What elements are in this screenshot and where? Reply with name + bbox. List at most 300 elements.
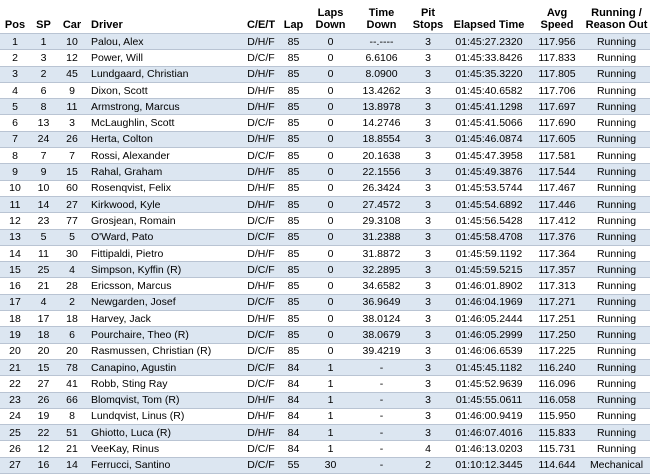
- cell-lap: 55: [280, 457, 307, 473]
- cell-status: Running: [583, 408, 650, 424]
- cell-avg-speed: 117.706: [531, 82, 583, 98]
- cell-avg-speed: 117.376: [531, 229, 583, 245]
- cell-pit-stops: 3: [409, 66, 447, 82]
- cell-sp: 23: [30, 213, 57, 229]
- cell-car: 15: [57, 164, 87, 180]
- cell-time-down: 31.8872: [354, 245, 409, 261]
- cell-status: Running: [583, 229, 650, 245]
- cell-driver: McLaughlin, Scott: [87, 115, 242, 131]
- cell-sp: 12: [30, 441, 57, 457]
- cell-time-down: 20.1638: [354, 148, 409, 164]
- cell-avg-speed: 117.412: [531, 213, 583, 229]
- cell-laps-down: 1: [307, 376, 354, 392]
- cell-elapsed-time: 01:46:00.9419: [447, 408, 531, 424]
- cell-sp: 1: [30, 34, 57, 50]
- cell-sp: 10: [30, 180, 57, 196]
- cell-elapsed-time: 01:45:52.9639: [447, 376, 531, 392]
- header-laps-down: [307, 0, 354, 34]
- cell-laps-down: 1: [307, 425, 354, 441]
- cell-cet: D/H/F: [242, 311, 280, 327]
- cell-lap: 85: [280, 34, 307, 50]
- cell-status: Running: [583, 115, 650, 131]
- cell-time-down: 8.0900: [354, 66, 409, 82]
- cell-lap: 85: [280, 343, 307, 359]
- cell-cet: D/H/F: [242, 66, 280, 82]
- cell-cet: D/C/F: [242, 50, 280, 66]
- table-row: [0, 408, 650, 424]
- cell-time-down: 31.2388: [354, 229, 409, 245]
- cell-laps-down: 1: [307, 408, 354, 424]
- cell-driver: Lundqvist, Linus (R): [87, 408, 242, 424]
- cell-elapsed-time: 01:46:06.6539: [447, 343, 531, 359]
- cell-car: 6: [57, 327, 87, 343]
- cell-time-down: 39.4219: [354, 343, 409, 359]
- cell-avg-speed: 117.690: [531, 115, 583, 131]
- cell-avg-speed: 117.833: [531, 50, 583, 66]
- cell-avg-speed: 117.313: [531, 278, 583, 294]
- cell-avg-speed: 116.240: [531, 359, 583, 375]
- cell-lap: 85: [280, 311, 307, 327]
- cell-pit-stops: 3: [409, 34, 447, 50]
- cell-avg-speed: 117.271: [531, 294, 583, 310]
- cell-driver: Lundgaard, Christian: [87, 66, 242, 82]
- cell-lap: 85: [280, 131, 307, 147]
- cell-status: Running: [583, 148, 650, 164]
- header-cet: C/E/T: [242, 0, 280, 34]
- cell-avg-speed: 117.581: [531, 148, 583, 164]
- cell-time-down: 36.9649: [354, 294, 409, 310]
- cell-car: 77: [57, 213, 87, 229]
- cell-pit-stops: 3: [409, 294, 447, 310]
- cell-elapsed-time: 01:45:41.5066: [447, 115, 531, 131]
- cell-elapsed-time: 01:46:01.8902: [447, 278, 531, 294]
- header-time-down-line1: Time: [368, 7, 395, 19]
- cell-laps-down: 0: [307, 164, 354, 180]
- cell-elapsed-time: 01:45:35.3220: [447, 66, 531, 82]
- cell-elapsed-time: 01:46:13.0203: [447, 441, 531, 457]
- cell-time-down: -: [354, 441, 409, 457]
- cell-cet: D/H/F: [242, 34, 280, 50]
- cell-lap: 85: [280, 180, 307, 196]
- cell-pos: 15: [0, 262, 30, 278]
- header-avg-speed-line2: Speed: [540, 19, 574, 31]
- cell-pit-stops: 3: [409, 359, 447, 375]
- table-row: [0, 229, 650, 245]
- cell-lap: 85: [280, 82, 307, 98]
- cell-pos: 19: [0, 327, 30, 343]
- cell-avg-speed: 115.731: [531, 441, 583, 457]
- table-row: [0, 245, 650, 261]
- cell-driver: Power, Will: [87, 50, 242, 66]
- cell-time-down: 13.4262: [354, 82, 409, 98]
- cell-car: 20: [57, 343, 87, 359]
- header-pit-stops-line1: Pit: [420, 7, 436, 19]
- cell-avg-speed: 117.544: [531, 164, 583, 180]
- header-laps-down-line2: Down: [315, 19, 346, 31]
- cell-cet: D/H/F: [242, 278, 280, 294]
- cell-lap: 84: [280, 425, 307, 441]
- cell-car: 18: [57, 311, 87, 327]
- cell-elapsed-time: 01:10:12.3445: [447, 457, 531, 473]
- table-row: [0, 262, 650, 278]
- cell-pit-stops: 3: [409, 392, 447, 408]
- cell-car: 3: [57, 115, 87, 131]
- header-avg-speed-line1: Avg: [546, 7, 568, 19]
- cell-pos: 6: [0, 115, 30, 131]
- cell-cet: D/H/F: [242, 196, 280, 212]
- cell-car: 4: [57, 262, 87, 278]
- cell-elapsed-time: 01:45:58.4708: [447, 229, 531, 245]
- header-car: Car: [57, 0, 87, 34]
- cell-sp: 11: [30, 245, 57, 261]
- cell-car: 66: [57, 392, 87, 408]
- table-row: [0, 50, 650, 66]
- cell-sp: 18: [30, 327, 57, 343]
- cell-sp: 16: [30, 457, 57, 473]
- header-running-line1: Running /: [591, 7, 642, 19]
- cell-avg-speed: 117.805: [531, 66, 583, 82]
- cell-laps-down: 0: [307, 262, 354, 278]
- cell-lap: 84: [280, 392, 307, 408]
- cell-pit-stops: 4: [409, 441, 447, 457]
- cell-lap: 85: [280, 50, 307, 66]
- cell-driver: Ghiotto, Luca (R): [87, 425, 242, 441]
- cell-pos: 13: [0, 229, 30, 245]
- cell-time-down: 29.3108: [354, 213, 409, 229]
- cell-elapsed-time: 01:46:05.2999: [447, 327, 531, 343]
- cell-pit-stops: 3: [409, 327, 447, 343]
- cell-elapsed-time: 01:45:40.6582: [447, 82, 531, 98]
- cell-cet: D/C/F: [242, 262, 280, 278]
- cell-status: Running: [583, 50, 650, 66]
- cell-pos: 27: [0, 457, 30, 473]
- cell-status: Running: [583, 196, 650, 212]
- cell-lap: 85: [280, 327, 307, 343]
- cell-avg-speed: 117.467: [531, 180, 583, 196]
- cell-laps-down: 0: [307, 115, 354, 131]
- cell-laps-down: 0: [307, 66, 354, 82]
- cell-sp: 8: [30, 99, 57, 115]
- cell-car: 10: [57, 34, 87, 50]
- cell-cet: D/C/F: [242, 213, 280, 229]
- cell-pos: 17: [0, 294, 30, 310]
- cell-status: Running: [583, 376, 650, 392]
- cell-status: Running: [583, 294, 650, 310]
- cell-pos: 8: [0, 148, 30, 164]
- cell-sp: 7: [30, 148, 57, 164]
- cell-status: Running: [583, 425, 650, 441]
- cell-pit-stops: 3: [409, 343, 447, 359]
- header-row: [0, 0, 650, 34]
- cell-pit-stops: 3: [409, 115, 447, 131]
- cell-cet: D/H/F: [242, 99, 280, 115]
- cell-elapsed-time: 01:46:05.2444: [447, 311, 531, 327]
- table-row: [0, 327, 650, 343]
- header-pos: Pos: [0, 0, 30, 34]
- cell-elapsed-time: 01:45:55.0611: [447, 392, 531, 408]
- cell-sp: 2: [30, 66, 57, 82]
- cell-laps-down: 0: [307, 131, 354, 147]
- cell-time-down: 13.8978: [354, 99, 409, 115]
- cell-sp: 21: [30, 278, 57, 294]
- header-laps-down-line1: Laps: [317, 7, 344, 19]
- cell-status: Running: [583, 343, 650, 359]
- cell-driver: Ferrucci, Santino: [87, 457, 242, 473]
- cell-driver: Rossi, Alexander: [87, 148, 242, 164]
- cell-time-down: -: [354, 392, 409, 408]
- cell-cet: D/H/F: [242, 425, 280, 441]
- cell-avg-speed: 117.446: [531, 196, 583, 212]
- table-row: [0, 131, 650, 147]
- cell-sp: 15: [30, 359, 57, 375]
- cell-sp: 17: [30, 311, 57, 327]
- cell-avg-speed: 117.357: [531, 262, 583, 278]
- header-pit-stops-line2: Stops: [412, 19, 444, 31]
- cell-cet: D/C/F: [242, 376, 280, 392]
- cell-status: Running: [583, 311, 650, 327]
- cell-cet: D/C/F: [242, 327, 280, 343]
- cell-sp: 14: [30, 196, 57, 212]
- cell-lap: 85: [280, 262, 307, 278]
- cell-pit-stops: 3: [409, 196, 447, 212]
- cell-pit-stops: 3: [409, 50, 447, 66]
- cell-sp: 3: [30, 50, 57, 66]
- cell-status: Running: [583, 131, 650, 147]
- cell-cet: D/C/F: [242, 343, 280, 359]
- cell-cet: D/H/F: [242, 180, 280, 196]
- cell-pos: 21: [0, 359, 30, 375]
- cell-elapsed-time: 01:45:45.1182: [447, 359, 531, 375]
- cell-time-down: 38.0124: [354, 311, 409, 327]
- cell-pit-stops: 3: [409, 425, 447, 441]
- cell-laps-down: 1: [307, 359, 354, 375]
- cell-cet: D/C/F: [242, 359, 280, 375]
- cell-car: 9: [57, 82, 87, 98]
- cell-elapsed-time: 01:45:27.2320: [447, 34, 531, 50]
- cell-avg-speed: 117.697: [531, 99, 583, 115]
- cell-laps-down: 0: [307, 327, 354, 343]
- cell-pit-stops: 3: [409, 164, 447, 180]
- cell-time-down: -: [354, 408, 409, 424]
- cell-pos: 25: [0, 425, 30, 441]
- cell-driver: Rasmussen, Christian (R): [87, 343, 242, 359]
- cell-status: Running: [583, 66, 650, 82]
- cell-avg-speed: 117.605: [531, 131, 583, 147]
- cell-status: Running: [583, 392, 650, 408]
- cell-pit-stops: 3: [409, 148, 447, 164]
- cell-pos: 20: [0, 343, 30, 359]
- cell-sp: 6: [30, 82, 57, 98]
- cell-sp: 25: [30, 262, 57, 278]
- table-row: [0, 66, 650, 82]
- cell-driver: Simpson, Kyffin (R): [87, 262, 242, 278]
- cell-car: 8: [57, 408, 87, 424]
- header-avg-speed: [531, 0, 583, 34]
- cell-pit-stops: 2: [409, 457, 447, 473]
- cell-avg-speed: 117.225: [531, 343, 583, 359]
- cell-driver: Canapino, Agustin: [87, 359, 242, 375]
- cell-time-down: 18.8554: [354, 131, 409, 147]
- cell-pit-stops: 3: [409, 229, 447, 245]
- cell-pos: 14: [0, 245, 30, 261]
- cell-driver: Grosjean, Romain: [87, 213, 242, 229]
- cell-laps-down: 1: [307, 392, 354, 408]
- cell-cet: D/H/F: [242, 245, 280, 261]
- cell-status: Running: [583, 82, 650, 98]
- cell-cet: D/H/F: [242, 164, 280, 180]
- cell-time-down: -: [354, 425, 409, 441]
- cell-sp: 20: [30, 343, 57, 359]
- cell-cet: D/H/F: [242, 392, 280, 408]
- cell-pit-stops: 3: [409, 408, 447, 424]
- cell-car: 30: [57, 245, 87, 261]
- cell-lap: 84: [280, 376, 307, 392]
- cell-car: 51: [57, 425, 87, 441]
- cell-car: 60: [57, 180, 87, 196]
- table-row: [0, 34, 650, 50]
- cell-driver: Herta, Colton: [87, 131, 242, 147]
- cell-laps-down: 0: [307, 213, 354, 229]
- cell-pit-stops: 3: [409, 213, 447, 229]
- cell-sp: 26: [30, 392, 57, 408]
- cell-status: Running: [583, 180, 650, 196]
- table-row: [0, 115, 650, 131]
- cell-cet: D/C/F: [242, 294, 280, 310]
- cell-driver: Palou, Alex: [87, 34, 242, 50]
- cell-time-down: -: [354, 457, 409, 473]
- results-body: [0, 34, 650, 474]
- cell-cet: D/C/F: [242, 457, 280, 473]
- cell-driver: Dixon, Scott: [87, 82, 242, 98]
- cell-driver: Rahal, Graham: [87, 164, 242, 180]
- header-running-line2: Reason Out: [585, 19, 648, 31]
- cell-pos: 26: [0, 441, 30, 457]
- cell-driver: Armstrong, Marcus: [87, 99, 242, 115]
- cell-elapsed-time: 01:46:04.1969: [447, 294, 531, 310]
- cell-driver: Harvey, Jack: [87, 311, 242, 327]
- cell-lap: 85: [280, 164, 307, 180]
- cell-driver: Rosenqvist, Felix: [87, 180, 242, 196]
- cell-laps-down: 0: [307, 343, 354, 359]
- cell-avg-speed: 116.058: [531, 392, 583, 408]
- cell-laps-down: 0: [307, 82, 354, 98]
- cell-laps-down: 0: [307, 294, 354, 310]
- cell-laps-down: 0: [307, 278, 354, 294]
- cell-elapsed-time: 01:45:49.3876: [447, 164, 531, 180]
- cell-time-down: 6.6106: [354, 50, 409, 66]
- cell-lap: 85: [280, 245, 307, 261]
- cell-lap: 85: [280, 213, 307, 229]
- cell-car: 7: [57, 148, 87, 164]
- cell-pit-stops: 3: [409, 278, 447, 294]
- cell-elapsed-time: 01:45:54.6892: [447, 196, 531, 212]
- cell-time-down: 14.2746: [354, 115, 409, 131]
- cell-car: 27: [57, 196, 87, 212]
- cell-lap: 85: [280, 229, 307, 245]
- table-row: [0, 343, 650, 359]
- cell-status: Running: [583, 262, 650, 278]
- cell-elapsed-time: 01:45:53.5744: [447, 180, 531, 196]
- cell-laps-down: 0: [307, 311, 354, 327]
- cell-elapsed-time: 01:45:33.8426: [447, 50, 531, 66]
- header-lap: Lap: [280, 0, 307, 34]
- cell-driver: Kirkwood, Kyle: [87, 196, 242, 212]
- cell-elapsed-time: 01:45:59.1192: [447, 245, 531, 261]
- cell-pos: 2: [0, 50, 30, 66]
- table-row: [0, 457, 650, 473]
- cell-driver: VeeKay, Rinus: [87, 441, 242, 457]
- cell-driver: O'Ward, Pato: [87, 229, 242, 245]
- cell-sp: 19: [30, 408, 57, 424]
- cell-sp: 9: [30, 164, 57, 180]
- table-row: [0, 392, 650, 408]
- cell-laps-down: 0: [307, 196, 354, 212]
- cell-avg-speed: 114.644: [531, 457, 583, 473]
- table-row: [0, 376, 650, 392]
- cell-car: 2: [57, 294, 87, 310]
- cell-avg-speed: 117.251: [531, 311, 583, 327]
- cell-cet: D/H/F: [242, 82, 280, 98]
- cell-elapsed-time: 01:45:47.3958: [447, 148, 531, 164]
- cell-pit-stops: 3: [409, 245, 447, 261]
- cell-pos: 16: [0, 278, 30, 294]
- cell-avg-speed: 115.950: [531, 408, 583, 424]
- cell-time-down: 38.0679: [354, 327, 409, 343]
- cell-lap: 85: [280, 148, 307, 164]
- cell-lap: 84: [280, 359, 307, 375]
- cell-pit-stops: 3: [409, 131, 447, 147]
- cell-pos: 23: [0, 392, 30, 408]
- cell-cet: D/C/F: [242, 229, 280, 245]
- cell-car: 45: [57, 66, 87, 82]
- cell-status: Running: [583, 34, 650, 50]
- cell-laps-down: 0: [307, 34, 354, 50]
- cell-cet: D/H/F: [242, 131, 280, 147]
- cell-cet: D/C/F: [242, 115, 280, 131]
- cell-lap: 85: [280, 294, 307, 310]
- cell-elapsed-time: 01:45:41.1298: [447, 99, 531, 115]
- cell-status: Running: [583, 441, 650, 457]
- cell-pit-stops: 3: [409, 82, 447, 98]
- cell-pit-stops: 3: [409, 376, 447, 392]
- cell-car: 26: [57, 131, 87, 147]
- cell-status: Running: [583, 327, 650, 343]
- header-driver: Driver: [87, 0, 242, 34]
- cell-laps-down: 0: [307, 99, 354, 115]
- table-row: [0, 359, 650, 375]
- cell-status: Running: [583, 213, 650, 229]
- cell-car: 21: [57, 441, 87, 457]
- table-row: [0, 278, 650, 294]
- cell-pos: 9: [0, 164, 30, 180]
- cell-time-down: 32.2895: [354, 262, 409, 278]
- header-running-reason: [583, 0, 650, 34]
- cell-pos: 10: [0, 180, 30, 196]
- cell-driver: Newgarden, Josef: [87, 294, 242, 310]
- cell-lap: 85: [280, 66, 307, 82]
- header-pit-stops: [409, 0, 447, 34]
- table-row: [0, 164, 650, 180]
- cell-sp: 4: [30, 294, 57, 310]
- cell-avg-speed: 117.956: [531, 34, 583, 50]
- table-row: [0, 294, 650, 310]
- cell-lap: 85: [280, 99, 307, 115]
- table-row: [0, 99, 650, 115]
- cell-driver: Pourchaire, Theo (R): [87, 327, 242, 343]
- header-time-down: [354, 0, 409, 34]
- cell-time-down: --.----: [354, 34, 409, 50]
- table-row: [0, 196, 650, 212]
